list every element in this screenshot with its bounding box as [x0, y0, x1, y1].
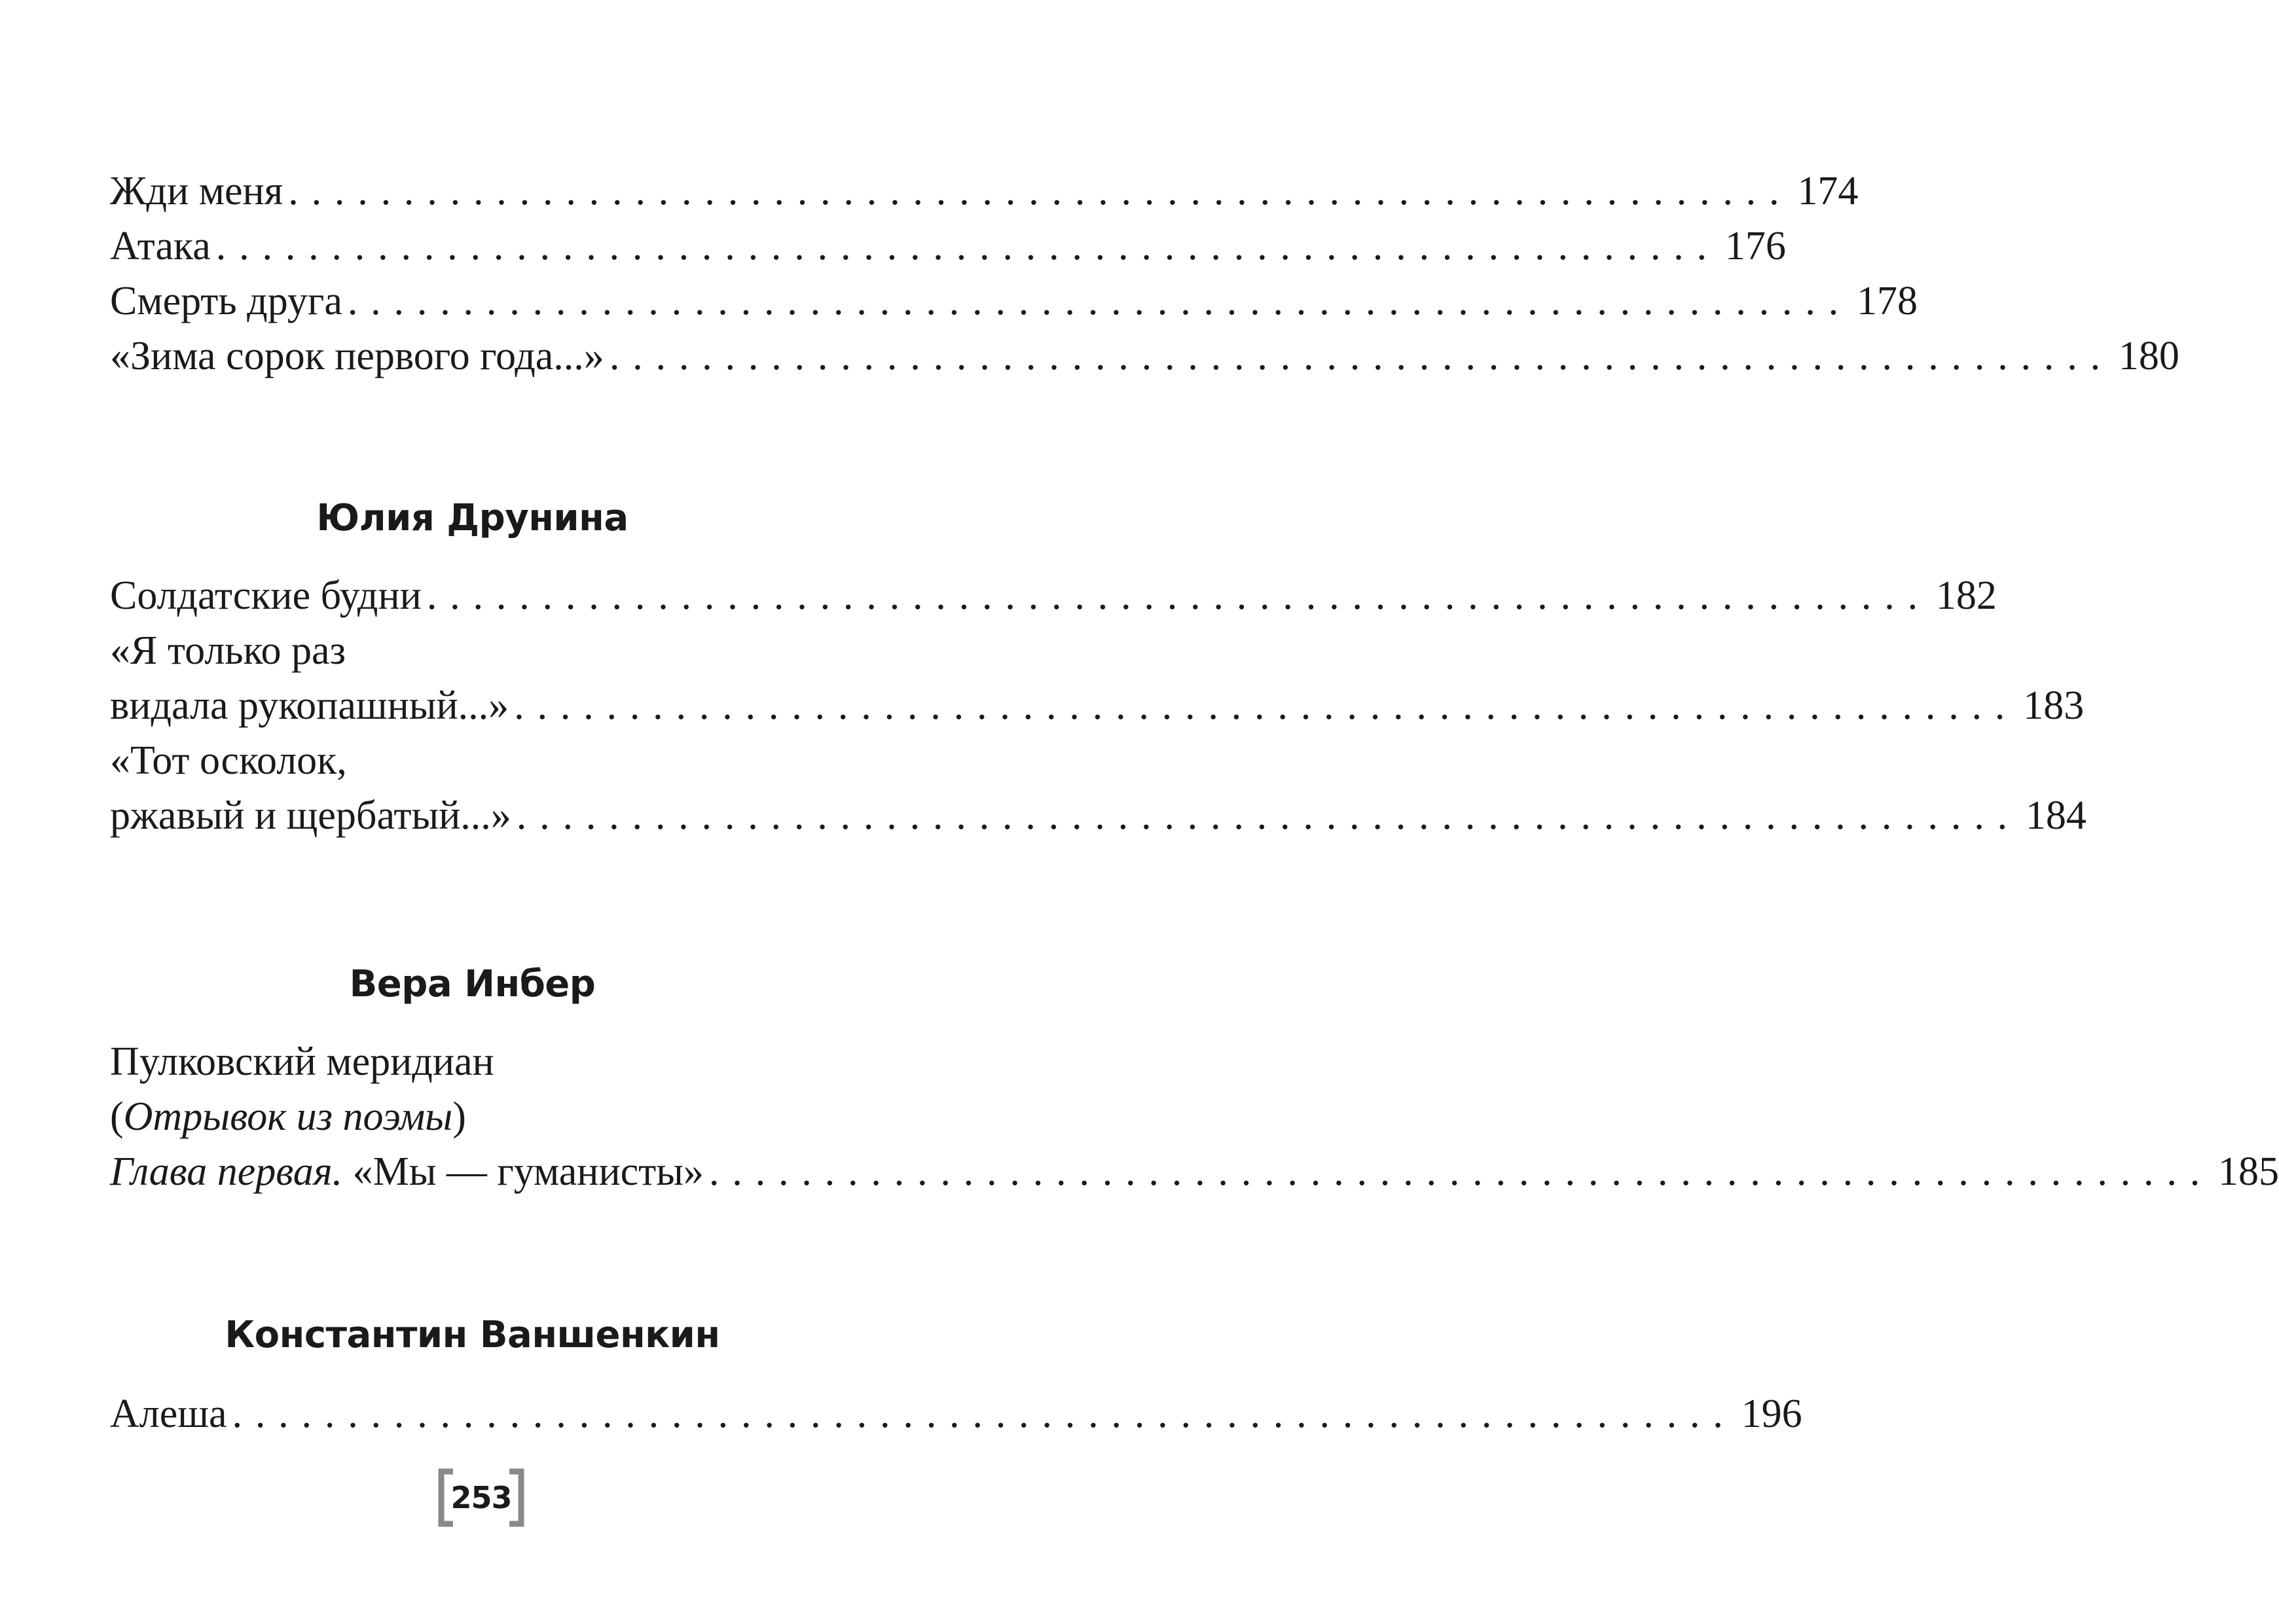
subtitle-italic: Отрывок из поэмы — [123, 1094, 453, 1139]
toc-entry[interactable] — [110, 219, 1786, 274]
toc-entry[interactable] — [110, 788, 2087, 843]
toc-entry-subtitle-line — [110, 1089, 835, 1144]
toc-section-drunina-entries — [110, 568, 2087, 843]
dot-leader: ................................................................. — [347, 279, 1851, 323]
toc-section-drunina — [110, 491, 835, 546]
toc-entry-title — [110, 1144, 704, 1199]
dot-leader: ................................................................. — [215, 224, 1720, 268]
toc-entry-page: 182 — [1935, 573, 1997, 618]
toc-section-simonov — [110, 164, 2179, 384]
toc-entry[interactable] — [110, 678, 2085, 733]
toc-entry-page: 185 — [2218, 1149, 2279, 1194]
toc-section-inber-entries — [110, 1034, 2279, 1199]
toc-entry[interactable] — [110, 329, 2179, 384]
dot-leader: ................................................................. — [232, 1392, 1736, 1436]
toc-entry-page: 180 — [2118, 334, 2179, 378]
dot-leader: ................................................................. — [514, 683, 2018, 728]
author-heading: Вера Инбер — [349, 963, 596, 1005]
toc-entry-title: Алеша — [110, 1392, 227, 1436]
toc-entry-page: 184 — [2025, 793, 2087, 838]
toc-section-inber — [110, 957, 835, 1012]
toc-entry[interactable] — [110, 1144, 2279, 1199]
paren-close: ) — [452, 1094, 466, 1139]
chapter-title: «Мы — гуманисты» — [342, 1149, 704, 1194]
toc-entry[interactable] — [110, 568, 1997, 623]
dot-leader: ................................................................. — [288, 169, 1793, 213]
toc-entry[interactable] — [110, 274, 1918, 329]
toc-entry-page: 196 — [1741, 1392, 1802, 1436]
page-number: 253 — [450, 1480, 512, 1515]
toc-entry[interactable] — [110, 164, 1859, 219]
toc-entry-title: Смерть друга — [110, 279, 342, 323]
toc-section-vanshenkin — [110, 1308, 835, 1363]
dot-leader: ................................................................. — [516, 793, 2020, 838]
toc-entry-title: Атака — [110, 224, 211, 268]
author-heading: Юлия Друнина — [316, 497, 629, 539]
paren-open: ( — [110, 1094, 124, 1139]
toc-entry[interactable] — [110, 1386, 1802, 1441]
dot-leader: ................................................................. — [708, 1149, 2214, 1194]
toc-entry-title: Солдатские будни — [110, 573, 422, 618]
toc-entry-page: 174 — [1797, 169, 1859, 213]
toc-entry-title-line[interactable]: «Тот осколок, — [110, 738, 347, 783]
toc-entry-title-line[interactable]: «Я только раз — [110, 628, 346, 673]
toc-entry-title: ржавый и щербатый...» — [110, 793, 511, 838]
toc-entry-page: 183 — [2023, 683, 2085, 728]
chapter-label: Глава первая. — [110, 1149, 343, 1194]
toc-section-vanshenkin-entries — [110, 1386, 1802, 1441]
dot-leader: ................................................................. — [609, 334, 2113, 378]
toc-entry-page: 176 — [1724, 224, 1786, 268]
toc-entry-title: «Зима сорок первого года...» — [110, 334, 604, 378]
author-heading: Константин Ваншенкин — [225, 1314, 720, 1356]
toc-entry-title: видала рукопашный...» — [110, 683, 509, 728]
toc-entry-title-line[interactable]: Пулковский меридиан — [110, 1039, 494, 1084]
toc-entry-page: 178 — [1856, 279, 1918, 323]
page-number-folio — [439, 1469, 524, 1526]
dot-leader: ................................................................. — [426, 573, 1931, 618]
toc-entry-title: Жди меня — [110, 169, 283, 213]
